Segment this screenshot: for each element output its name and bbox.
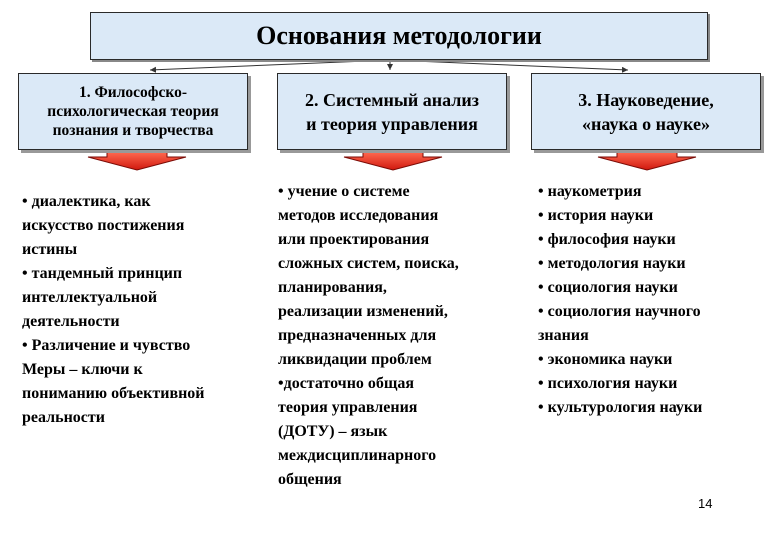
section-heading-1: 1. Философско- психологическая теория познания и творчества — [47, 84, 219, 139]
section-box-3 — [531, 73, 761, 150]
section-heading-2: 2. Системный анализ и теория управления — [305, 89, 479, 134]
diagram-title: Основания методологии — [256, 21, 542, 50]
connector-line-3 — [390, 60, 628, 70]
page-number: 14 — [698, 496, 713, 511]
section-box-2 — [277, 73, 507, 150]
red-arrow-2 — [344, 152, 442, 170]
title-box — [90, 12, 708, 60]
red-arrow-1 — [88, 152, 186, 170]
section-body-1: • диалектика, как искусство постижения истины • тандемный принцип интеллектуальной деятельности • Различение и чувство Меры – ключи к пониманию объективной реальности — [22, 193, 205, 426]
section-heading-3: 3. Науковедение, «наука о науке» — [578, 89, 714, 134]
section-box-1 — [18, 73, 248, 150]
section-body-3: • наукометрия • история науки • философия науки • методология науки • социология науки • социология научного знания • экономика науки • психология науки • культурология науки — [538, 183, 703, 416]
red-arrow-3 — [598, 152, 696, 170]
connector-line-1 — [150, 60, 390, 70]
section-body-2: • учение о системе методов исследования или проектирования сложных систем, поиска, планирования, реализации изменений, предназначенных для ликвидации проблем •достаточно общая теория управления (ДОТУ) – язык междисциплинарного общения — [278, 183, 459, 488]
